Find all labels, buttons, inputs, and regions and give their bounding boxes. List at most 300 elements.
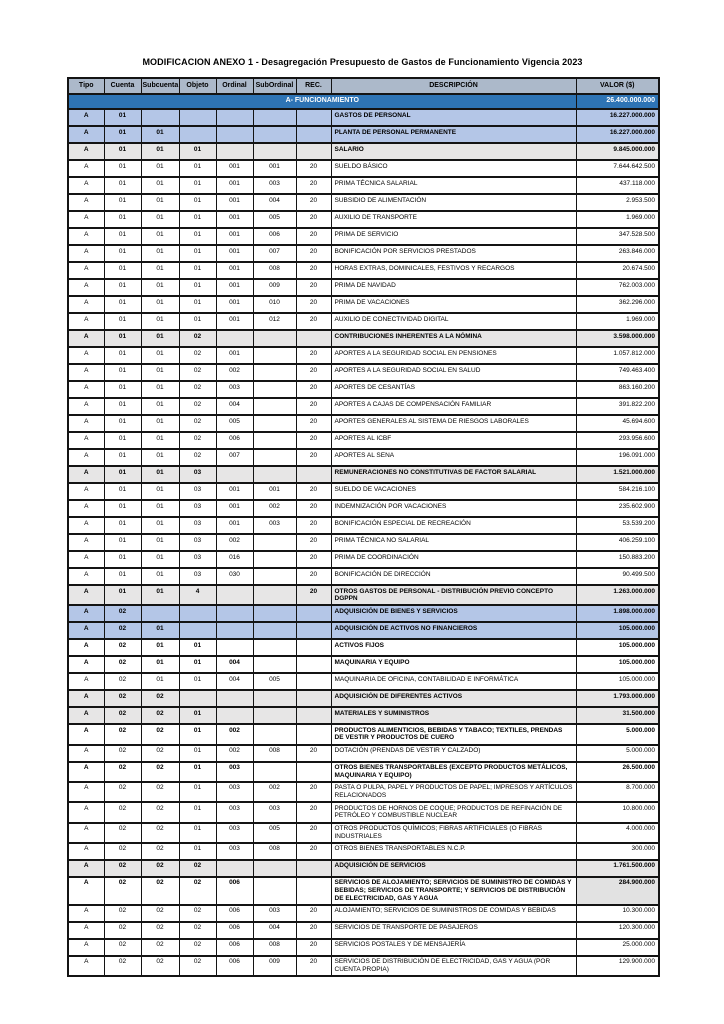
cell-cuenta: 02	[104, 745, 141, 762]
cell-subcuenta: 02	[141, 690, 179, 707]
cell-valor: 1.761.500.000	[576, 860, 659, 877]
cell-descripcion: ACTIVOS FIJOS	[331, 639, 576, 656]
cell-cuenta: 02	[104, 956, 141, 976]
cell-subordinal: 005	[253, 823, 296, 843]
cell-tipo: A	[68, 922, 104, 939]
cell-objeto: 03	[179, 534, 216, 551]
cell-objeto: 02	[179, 922, 216, 939]
cell-valor: 25.000.000	[576, 939, 659, 956]
cell-tipo: A	[68, 364, 104, 381]
cell-subcuenta: 02	[141, 922, 179, 939]
cell-rec	[296, 707, 331, 724]
cell-ordinal	[216, 330, 253, 347]
cell-tipo: A	[68, 860, 104, 877]
cell-descripcion: MATERIALES Y SUMINISTROS	[331, 707, 576, 724]
page-title: MODIFICACION ANEXO 1 - Desagregación Presupuesto de Gastos de Funcionamiento Vigencia 2023	[142, 57, 583, 67]
cell-subcuenta: 01	[141, 551, 179, 568]
cell-subordinal: 002	[253, 782, 296, 802]
table-row	[68, 381, 659, 398]
cell-ordinal	[216, 605, 253, 622]
cell-subcuenta: 01	[141, 126, 179, 143]
cell-valor: 1.057.812.000	[576, 347, 659, 364]
cell-cuenta: 01	[104, 296, 141, 313]
cell-descripcion: PRODUCTOS DE HORNOS DE COQUE; PRODUCTOS DE REFINACIÓN DE PETRÓLEO Y COMBUSTIBLE NUCLEAR	[331, 802, 576, 822]
cell-tipo: A	[68, 585, 104, 605]
cell-valor: 1.969.000	[576, 211, 659, 228]
cell-subcuenta: 01	[141, 568, 179, 585]
cell-subordinal: 003	[253, 517, 296, 534]
cell-objeto: 02	[179, 381, 216, 398]
cell-cuenta: 02	[104, 922, 141, 939]
cell-subcuenta: 02	[141, 802, 179, 822]
cell-valor: 284.900.000	[576, 877, 659, 905]
cell-tipo: A	[68, 177, 104, 194]
header-valor: VALOR ($)	[576, 78, 659, 94]
cell-subordinal: 004	[253, 922, 296, 939]
cell-rec: 20	[296, 745, 331, 762]
cell-valor: 105.000.000	[576, 639, 659, 656]
cell-descripcion: ADQUISICIÓN DE BIENES Y SERVICIOS	[331, 605, 576, 622]
cell-ordinal: 002	[216, 745, 253, 762]
cell-tipo: A	[68, 707, 104, 724]
cell-rec: 20	[296, 782, 331, 802]
table-row	[68, 639, 659, 656]
cell-objeto: 03	[179, 483, 216, 500]
cell-valor: 391.822.200	[576, 398, 659, 415]
cell-valor: 16.227.000.000	[576, 126, 659, 143]
cell-tipo: A	[68, 517, 104, 534]
cell-tipo: A	[68, 347, 104, 364]
cell-objeto: 01	[179, 673, 216, 690]
cell-objeto	[179, 622, 216, 639]
cell-cuenta: 01	[104, 398, 141, 415]
cell-valor: 1.263.000.000	[576, 585, 659, 605]
table-row	[68, 956, 659, 976]
cell-ordinal: 003	[216, 802, 253, 822]
cell-tipo: A	[68, 956, 104, 976]
cell-cuenta: 01	[104, 381, 141, 398]
cell-subordinal	[253, 364, 296, 381]
table-row	[68, 843, 659, 860]
cell-objeto	[179, 605, 216, 622]
cell-ordinal: 005	[216, 415, 253, 432]
cell-objeto: 01	[179, 245, 216, 262]
cell-subordinal	[253, 877, 296, 905]
cell-ordinal: 003	[216, 782, 253, 802]
table-row	[68, 313, 659, 330]
table-row	[68, 568, 659, 585]
cell-ordinal	[216, 109, 253, 126]
cell-rec: 20	[296, 551, 331, 568]
cell-rec: 20	[296, 398, 331, 415]
cell-tipo: A	[68, 245, 104, 262]
cell-tipo: A	[68, 568, 104, 585]
cell-valor: 105.000.000	[576, 656, 659, 673]
cell-cuenta: 02	[104, 762, 141, 782]
cell-valor: 1.969.000	[576, 313, 659, 330]
cell-valor: 1.521.000.000	[576, 466, 659, 483]
cell-ordinal: 001	[216, 160, 253, 177]
cell-subordinal	[253, 860, 296, 877]
cell-subordinal	[253, 449, 296, 466]
cell-subordinal: 008	[253, 745, 296, 762]
cell-rec: 20	[296, 228, 331, 245]
cell-rec	[296, 673, 331, 690]
cell-ordinal: 006	[216, 939, 253, 956]
cell-cuenta: 02	[104, 639, 141, 656]
cell-descripcion: OTROS BIENES TRANSPORTABLES N.C.P.	[331, 843, 576, 860]
cell-objeto: 02	[179, 956, 216, 976]
table-row	[68, 143, 659, 160]
cell-objeto: 01	[179, 143, 216, 160]
cell-cuenta: 01	[104, 262, 141, 279]
cell-subcuenta	[141, 109, 179, 126]
table-row	[68, 466, 659, 483]
cell-descripcion: MAQUINARIA Y EQUIPO	[331, 656, 576, 673]
table-row	[68, 707, 659, 724]
table-row	[68, 109, 659, 126]
cell-valor: 263.846.000	[576, 245, 659, 262]
cell-objeto: 02	[179, 432, 216, 449]
cell-ordinal	[216, 860, 253, 877]
cell-valor: 10.800.000	[576, 802, 659, 822]
cell-descripcion: INDEMNIZACIÓN POR VACACIONES	[331, 500, 576, 517]
cell-rec: 20	[296, 843, 331, 860]
cell-objeto: 01	[179, 177, 216, 194]
cell-ordinal: 001	[216, 211, 253, 228]
cell-cuenta: 01	[104, 483, 141, 500]
cell-subcuenta: 01	[141, 622, 179, 639]
cell-descripcion: ADQUISICIÓN DE DIFERENTES ACTIVOS	[331, 690, 576, 707]
header-row	[68, 78, 659, 94]
cell-valor: 5.000.000	[576, 745, 659, 762]
cell-objeto: 03	[179, 551, 216, 568]
table-row	[68, 551, 659, 568]
cell-descripcion: PASTA O PULPA, PAPEL Y PRODUCTOS DE PAPEL; IMPRESOS Y ARTÍCULOS RELACIONADOS	[331, 782, 576, 802]
cell-descripcion: PRIMA TÉCNICA SALARIAL	[331, 177, 576, 194]
table-row	[68, 724, 659, 744]
cell-descripcion: AUXILIO DE TRANSPORTE	[331, 211, 576, 228]
cell-subordinal	[253, 466, 296, 483]
cell-tipo: A	[68, 415, 104, 432]
cell-subordinal: 001	[253, 160, 296, 177]
cell-rec	[296, 109, 331, 126]
table-row	[68, 177, 659, 194]
cell-descripcion: PRODUCTOS ALIMENTICIOS, BEBIDAS Y TABACO; TEXTILES, PRENDAS DE VESTIR Y PRODUCTOS DE CUERO	[331, 724, 576, 744]
cell-ordinal: 002	[216, 534, 253, 551]
cell-rec	[296, 762, 331, 782]
cell-descripcion: REMUNERACIONES NO CONSTITUTIVAS DE FACTOR SALARIAL	[331, 466, 576, 483]
cell-cuenta: 01	[104, 126, 141, 143]
header-subcuenta: Subcuenta	[141, 78, 179, 94]
table-row	[68, 415, 659, 432]
cell-tipo: A	[68, 877, 104, 905]
table-row	[68, 449, 659, 466]
cell-ordinal	[216, 126, 253, 143]
cell-rec: 20	[296, 245, 331, 262]
cell-subcuenta: 01	[141, 500, 179, 517]
cell-descripcion: APORTES AL ICBF	[331, 432, 576, 449]
cell-ordinal	[216, 690, 253, 707]
cell-ordinal: 001	[216, 194, 253, 211]
header-objeto: Objeto	[179, 78, 216, 94]
cell-ordinal	[216, 707, 253, 724]
cell-cuenta: 02	[104, 823, 141, 843]
cell-descripcion: SUELDO DE VACACIONES	[331, 483, 576, 500]
cell-descripcion: PRIMA DE SERVICIO	[331, 228, 576, 245]
cell-subcuenta: 02	[141, 707, 179, 724]
cell-ordinal: 003	[216, 762, 253, 782]
cell-valor: 105.000.000	[576, 673, 659, 690]
cell-ordinal: 007	[216, 449, 253, 466]
cell-valor: 347.528.500	[576, 228, 659, 245]
cell-subordinal: 010	[253, 296, 296, 313]
cell-descripcion: SALARIO	[331, 143, 576, 160]
cell-objeto: 01	[179, 823, 216, 843]
cell-descripcion: SERVICIOS DE DISTRIBUCIÓN DE ELECTRICIDAD, GAS Y AGUA (POR CUENTA PROPIA)	[331, 956, 576, 976]
cell-tipo: A	[68, 551, 104, 568]
cell-objeto: 01	[179, 656, 216, 673]
table-row	[68, 160, 659, 177]
cell-rec: 20	[296, 534, 331, 551]
cell-subordinal	[253, 762, 296, 782]
cell-objeto: 03	[179, 500, 216, 517]
cell-rec: 20	[296, 381, 331, 398]
cell-rec	[296, 605, 331, 622]
cell-cuenta: 01	[104, 500, 141, 517]
cell-objeto: 01	[179, 194, 216, 211]
cell-cuenta: 01	[104, 211, 141, 228]
cell-ordinal: 001	[216, 279, 253, 296]
cell-tipo: A	[68, 782, 104, 802]
cell-subcuenta: 01	[141, 656, 179, 673]
cell-objeto: 02	[179, 860, 216, 877]
cell-tipo: A	[68, 126, 104, 143]
cell-descripcion: PRIMA TÉCNICA NO SALARIAL	[331, 534, 576, 551]
cell-descripcion: APORTES DE CESANTÍAS	[331, 381, 576, 398]
cell-subcuenta: 01	[141, 143, 179, 160]
cell-objeto: 02	[179, 449, 216, 466]
cell-cuenta: 02	[104, 860, 141, 877]
cell-ordinal: 006	[216, 956, 253, 976]
cell-cuenta: 02	[104, 673, 141, 690]
cell-objeto: 01	[179, 762, 216, 782]
cell-subordinal	[253, 347, 296, 364]
table-row	[68, 432, 659, 449]
cell-rec: 20	[296, 211, 331, 228]
cell-cuenta: 01	[104, 313, 141, 330]
table-row	[68, 483, 659, 500]
cell-cuenta: 01	[104, 466, 141, 483]
cell-valor: 196.091.000	[576, 449, 659, 466]
cell-rec: 20	[296, 922, 331, 939]
table-row	[68, 279, 659, 296]
cell-rec: 20	[296, 449, 331, 466]
cell-valor: 9.845.000.000	[576, 143, 659, 160]
cell-valor: 2.953.500	[576, 194, 659, 211]
cell-valor: 584.216.100	[576, 483, 659, 500]
cell-tipo: A	[68, 279, 104, 296]
cell-descripcion: SERVICIOS DE ALOJAMIENTO; SERVICIOS DE SUMINISTRO DE COMIDAS Y BEBIDAS; SERVICIOS DE TRANSPORTE; Y SERVICIOS DE DISTRIBUCIÓN DE ELECTRICIDAD, GAS Y AGUA	[331, 877, 576, 905]
cell-tipo: A	[68, 762, 104, 782]
cell-rec: 20	[296, 939, 331, 956]
cell-tipo: A	[68, 262, 104, 279]
cell-valor: 8.700.000	[576, 782, 659, 802]
cell-subcuenta: 01	[141, 466, 179, 483]
cell-cuenta: 01	[104, 109, 141, 126]
cell-tipo: A	[68, 823, 104, 843]
cell-cuenta: 02	[104, 802, 141, 822]
cell-cuenta: 01	[104, 415, 141, 432]
cell-cuenta: 02	[104, 707, 141, 724]
cell-subcuenta: 01	[141, 262, 179, 279]
cell-valor: 749.463.400	[576, 364, 659, 381]
cell-subcuenta: 02	[141, 762, 179, 782]
cell-objeto: 01	[179, 782, 216, 802]
cell-descripcion: AUXILIO DE CONECTIVIDAD DIGITAL	[331, 313, 576, 330]
cell-rec: 20	[296, 194, 331, 211]
cell-subordinal: 012	[253, 313, 296, 330]
cell-descripcion: ADQUISICIÓN DE SERVICIOS	[331, 860, 576, 877]
table-row	[68, 905, 659, 922]
cell-tipo: A	[68, 483, 104, 500]
cell-objeto: 03	[179, 466, 216, 483]
cell-subcuenta: 02	[141, 956, 179, 976]
cell-descripcion: APORTES A CAJAS DE COMPENSACIÓN FAMILIAR	[331, 398, 576, 415]
cell-ordinal: 004	[216, 673, 253, 690]
cell-rec	[296, 622, 331, 639]
cell-tipo: A	[68, 843, 104, 860]
cell-subcuenta: 02	[141, 724, 179, 744]
cell-tipo: A	[68, 313, 104, 330]
cell-valor: 53.539.200	[576, 517, 659, 534]
cell-subordinal	[253, 656, 296, 673]
cell-descripcion: SERVICIOS POSTALES Y DE MENSAJERÍA	[331, 939, 576, 956]
cell-subcuenta: 02	[141, 745, 179, 762]
cell-ordinal: 002	[216, 364, 253, 381]
cell-subordinal: 001	[253, 483, 296, 500]
cell-cuenta: 02	[104, 690, 141, 707]
cell-tipo: A	[68, 194, 104, 211]
cell-subcuenta: 01	[141, 415, 179, 432]
cell-subcuenta: 01	[141, 483, 179, 500]
cell-cuenta: 01	[104, 177, 141, 194]
cell-objeto	[179, 126, 216, 143]
cell-ordinal: 001	[216, 177, 253, 194]
cell-rec: 20	[296, 517, 331, 534]
cell-subcuenta: 01	[141, 364, 179, 381]
table-row	[68, 245, 659, 262]
cell-valor: 293.956.600	[576, 432, 659, 449]
cell-descripcion: GASTOS DE PERSONAL	[331, 109, 576, 126]
cell-rec: 20	[296, 279, 331, 296]
cell-subcuenta: 01	[141, 245, 179, 262]
cell-rec: 20	[296, 956, 331, 976]
cell-subordinal: 003	[253, 802, 296, 822]
header-descripcion: DESCRIPCIÓN	[331, 78, 576, 94]
cell-objeto: 02	[179, 905, 216, 922]
cell-rec: 20	[296, 483, 331, 500]
table-row	[68, 398, 659, 415]
cell-tipo: A	[68, 466, 104, 483]
cell-cuenta: 01	[104, 449, 141, 466]
cell-descripcion: PRIMA DE VACACIONES	[331, 296, 576, 313]
cell-subordinal	[253, 398, 296, 415]
cell-valor: 26.500.000	[576, 762, 659, 782]
cell-objeto: 4	[179, 585, 216, 605]
cell-cuenta: 02	[104, 724, 141, 744]
cell-valor: 7.644.642.500	[576, 160, 659, 177]
cell-ordinal: 001	[216, 228, 253, 245]
cell-rec: 20	[296, 177, 331, 194]
cell-ordinal	[216, 585, 253, 605]
cell-ordinal: 016	[216, 551, 253, 568]
cell-subcuenta: 01	[141, 330, 179, 347]
cell-subordinal	[253, 109, 296, 126]
cell-tipo: A	[68, 109, 104, 126]
table-row	[68, 211, 659, 228]
cell-subordinal: 004	[253, 194, 296, 211]
budget-table-body	[68, 94, 659, 976]
table-row	[68, 347, 659, 364]
cell-subcuenta: 02	[141, 905, 179, 922]
cell-cuenta: 01	[104, 160, 141, 177]
cell-subordinal	[253, 568, 296, 585]
cell-subordinal	[253, 432, 296, 449]
header-cuenta: Cuenta	[104, 78, 141, 94]
cell-subcuenta: 01	[141, 381, 179, 398]
table-row	[68, 605, 659, 622]
cell-descripcion: APORTES A LA SEGURIDAD SOCIAL EN SALUD	[331, 364, 576, 381]
cell-ordinal: 003	[216, 381, 253, 398]
cell-subcuenta: 02	[141, 877, 179, 905]
cell-valor: 4.000.000	[576, 823, 659, 843]
cell-ordinal	[216, 639, 253, 656]
table-row	[68, 296, 659, 313]
table-row	[68, 330, 659, 347]
cell-ordinal: 001	[216, 500, 253, 517]
cell-cuenta: 02	[104, 877, 141, 905]
cell-descripcion: PRIMA DE NAVIDAD	[331, 279, 576, 296]
cell-rec: 20	[296, 585, 331, 605]
table-row	[68, 939, 659, 956]
cell-valor: 362.296.000	[576, 296, 659, 313]
cell-subcuenta: 01	[141, 194, 179, 211]
cell-rec	[296, 466, 331, 483]
cell-tipo: A	[68, 802, 104, 822]
cell-cuenta: 01	[104, 347, 141, 364]
cell-ordinal: 004	[216, 398, 253, 415]
cell-objeto: 02	[179, 330, 216, 347]
cell-valor: 5.000.000	[576, 724, 659, 744]
cell-cuenta: 02	[104, 939, 141, 956]
cell-descripcion: SUELDO BÁSICO	[331, 160, 576, 177]
header-tipo: Tipo	[68, 78, 104, 94]
cell-subcuenta: 01	[141, 639, 179, 656]
cell-valor: 31.500.000	[576, 707, 659, 724]
cell-tipo: A	[68, 724, 104, 744]
cell-subordinal	[253, 534, 296, 551]
cell-rec	[296, 860, 331, 877]
table-row	[68, 517, 659, 534]
section-row-funcionamiento	[68, 94, 659, 109]
cell-objeto: 02	[179, 364, 216, 381]
cell-objeto: 01	[179, 843, 216, 860]
cell-valor: 20.674.500	[576, 262, 659, 279]
cell-descripcion: HORAS EXTRAS, DOMINICALES, FESTIVOS Y RECARGOS	[331, 262, 576, 279]
cell-valor: 3.598.000.000	[576, 330, 659, 347]
cell-objeto: 01	[179, 313, 216, 330]
